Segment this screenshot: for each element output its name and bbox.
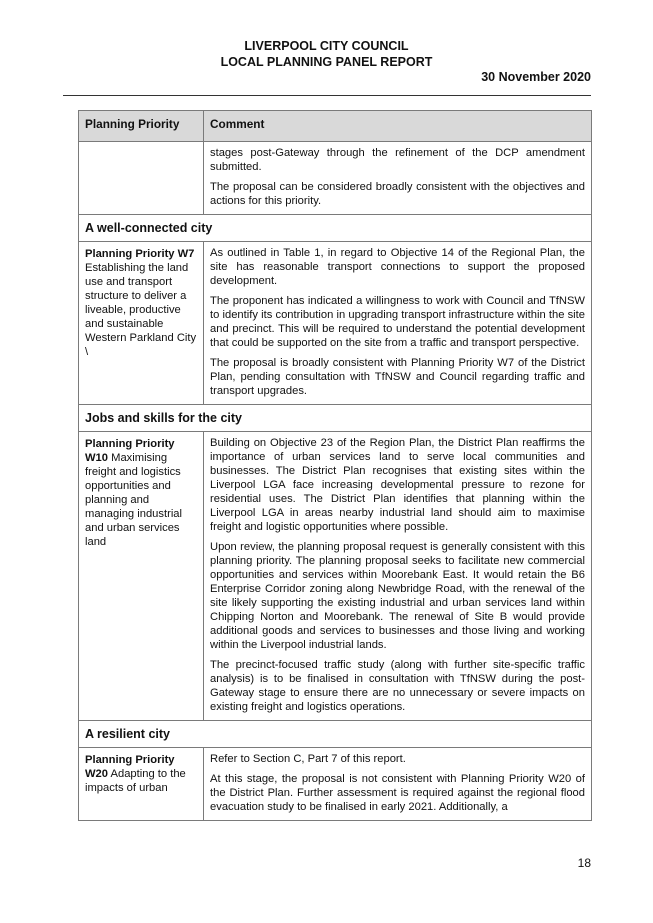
section-row <box>79 215 592 242</box>
table-row <box>79 432 592 721</box>
council-name: LIVERPOOL CITY COUNCIL <box>244 39 409 53</box>
report-header <box>0 38 653 84</box>
comment-paragraph: The proposal can be considered broadly consistent with the objectives and actions for this priority. <box>210 181 585 207</box>
priority-cell <box>79 748 204 821</box>
header-rule <box>63 95 591 96</box>
report-date: 30 November 2020 <box>481 70 591 84</box>
page-number: 18 <box>577 856 591 870</box>
table-row <box>79 242 592 405</box>
comment-cell <box>204 748 592 821</box>
comment-paragraph: Upon review, the planning proposal request is generally consistent with this planning priority. The planning proposal seeks to facilitate new commercial opportunities and services within Moorebank East. It would retain the B6 Enterprise Corridor zoning along Newbridge Road, with the renewal of the site likely supporting the existing industrial and urban services land within Chipping Norton and Moorebank. The renewal of Site B would provide additional goods and services to businesses and those living and working within the Liverpool industrial lands. <box>210 541 585 651</box>
planning-priority-table <box>78 110 592 821</box>
comment-paragraph: The proponent has indicated a willingness to work with Council and TfNSW to identify its contribution in upgrading transport infrastructure within the site and precinct. This will be required to understand the potential development that could be supported on the site from a traffic and transport perspective. <box>210 295 585 349</box>
comment-paragraph: Building on Objective 23 of the Region Plan, the District Plan reaffirms the importance of urban services land to serve local communities and businesses. The District Plan recognises that existing sites within the Liverpool LGA face increasing developmental pressure to rezone for residential uses. The District Plan identifies that planning within the Liverpool LGA in areas nearby industrial land should aim to maximise freight and logistic opportunities where possible. <box>210 437 585 533</box>
section-heading: Jobs and skills for the city <box>79 405 592 432</box>
table-row <box>79 142 592 215</box>
priority-title: Maximising freight and logistics opportunities and planning and managing industrial and urban services land <box>85 452 183 548</box>
priority-code: Planning Priority W20 <box>85 754 175 780</box>
section-heading: A resilient city <box>79 721 592 748</box>
comment-paragraph: The precinct-focused traffic study (along with further site-specific traffic analysis) is to be finalised in consultation with TfNSW during the post-Gateway stage to ensure there are no unnecessary or severe impacts on existing freight and logistics operations. <box>210 659 585 713</box>
priority-title: Establishing the land use and transport structure to deliver a liveable, productive and sustainable Western Parkland City \ <box>85 262 197 358</box>
priority-code: Planning Priority W7 <box>85 248 195 260</box>
comment-paragraph: The proposal is broadly consistent with Planning Priority W7 of the District Plan, pending consultation with TfNSW and Council regarding traffic and transport upgrades. <box>210 357 585 397</box>
table-row <box>79 748 592 821</box>
priority-title: Adapting to the impacts of urban <box>85 768 186 794</box>
section-row <box>79 405 592 432</box>
comment-paragraph: Refer to Section C, Part 7 of this report. <box>210 753 406 765</box>
comment-paragraph: As outlined in Table 1, in regard to Objective 14 of the Regional Plan, the site has reasonable transport connections to support the proposed development. <box>210 247 585 287</box>
comment-cell <box>204 142 592 215</box>
comment-cell <box>204 432 592 721</box>
comment-paragraph: At this stage, the proposal is not consistent with Planning Priority W20 of the District Plan. Further assessment is required against the regional flood evacuation study to be finalised in early 2021. Additionally, a <box>210 773 585 813</box>
report-title: LOCAL PLANNING PANEL REPORT <box>220 55 433 69</box>
section-row <box>79 721 592 748</box>
comment-cell <box>204 242 592 405</box>
comment-paragraph: stages post-Gateway through the refinement of the DCP amendment submitted. <box>210 147 585 173</box>
priority-cell-empty <box>79 142 204 215</box>
section-heading: A well-connected city <box>79 215 592 242</box>
priority-cell <box>79 432 204 721</box>
table-header-row <box>79 111 592 142</box>
priority-code: Planning Priority W10 <box>85 438 175 464</box>
priority-cell <box>79 242 204 405</box>
header-comment: Comment <box>204 111 592 142</box>
header-planning-priority: Planning Priority <box>79 111 204 142</box>
